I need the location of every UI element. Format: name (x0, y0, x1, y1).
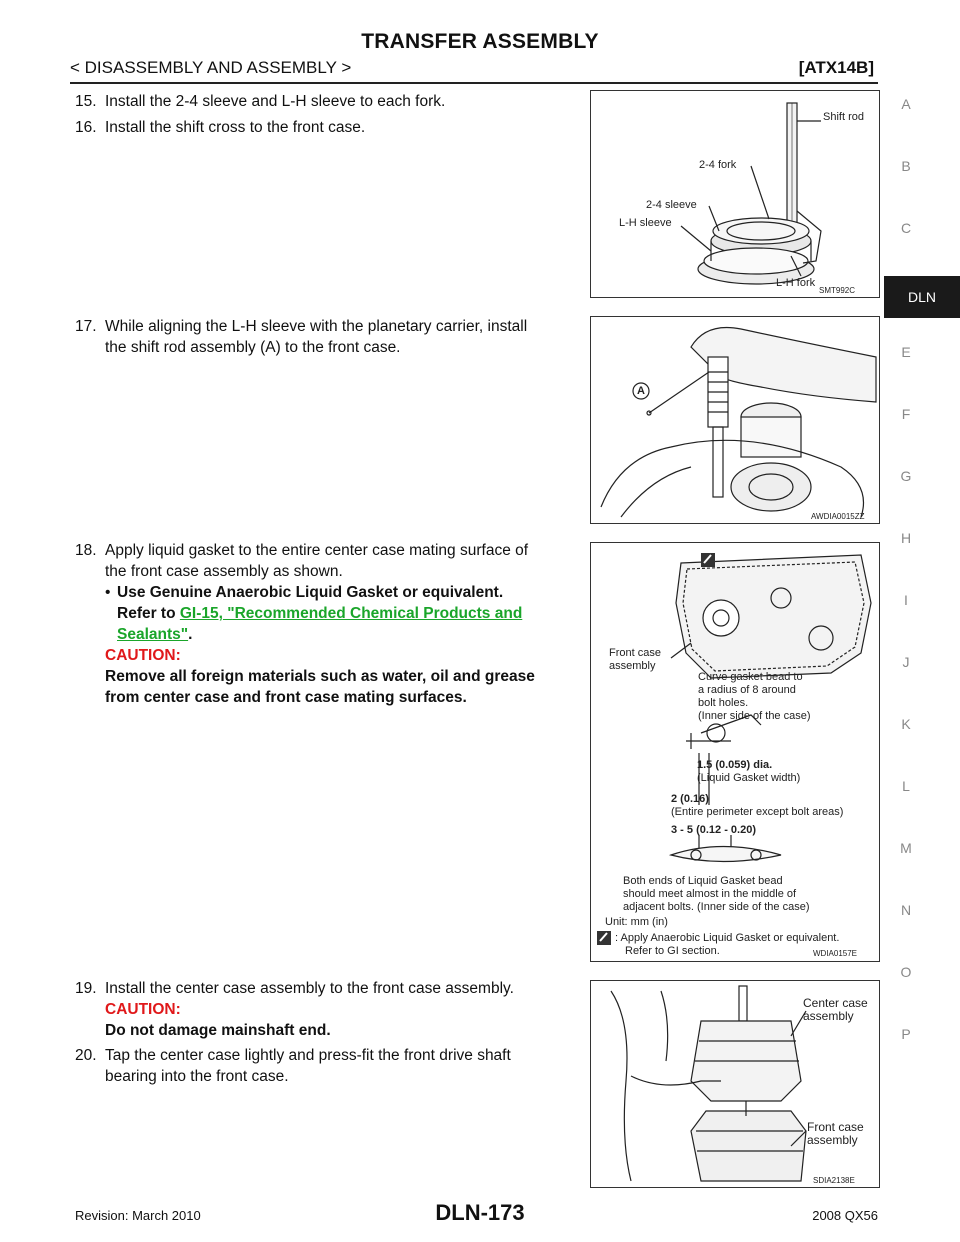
index-tab-k[interactable]: K (901, 716, 911, 732)
figure-shift-forks (590, 90, 880, 298)
index-tab-g[interactable]: G (900, 468, 912, 484)
label-2-4-fork: 2-4 fork (699, 159, 737, 171)
index-tab-dln-active[interactable]: DLN (884, 276, 960, 318)
label-front-case: Front case assembly (609, 647, 661, 672)
index-tab-e[interactable]: E (901, 344, 911, 360)
label-center-case: Center case assembly (803, 996, 868, 1023)
index-tab-b[interactable]: B (901, 158, 911, 174)
step-18-bullet: • Use Genuine Anaerobic Liquid Gasket or equivalent. Refer to GI-15, "Recommended Chemical Products and Sealants". (105, 584, 523, 643)
caution-label: CAUTION: (105, 647, 181, 664)
model-code: [ATX14B] (798, 58, 874, 77)
index-tab-l[interactable]: L (902, 778, 910, 794)
index-tab-c[interactable]: C (900, 220, 912, 236)
step-19: 19. Install the center case assembly to the front case assembly. CAUTION: Do not damage mainshaft end. (75, 978, 580, 1041)
label-dia-sub: (Liquid Gasket width) (697, 772, 801, 784)
bullet-dot: • (105, 584, 111, 601)
figure-code: AWDIA0015ZZ (811, 512, 865, 521)
label-2-4-sleeve: 2-4 sleeve (646, 199, 697, 211)
footer-revision: Revision: March 2010 (75, 1208, 201, 1223)
step-18: 18. Apply liquid gasket to the entire center case mating surface of the front case assembly as shown. • Use Genuine Anaerobic Liquid Gasket or equivalent. Refer to GI-15, "Recommended Chemical Products and Sealants". CAUTION: Remove all foreign materials such as water, oil and grease from center case and front case mating surfaces. (75, 540, 580, 708)
figure-code: SMT992C (819, 286, 856, 295)
index-tab-o[interactable]: O (900, 964, 912, 980)
label-dia: 1.5 (0.059) dia. (697, 759, 773, 771)
figure-code: WDIA0157E (813, 949, 858, 958)
label-refer: Refer to GI section. (625, 945, 720, 957)
index-tab-j[interactable]: J (902, 654, 910, 670)
caution-label-19: CAUTION: (105, 1001, 181, 1018)
breadcrumb: < DISASSEMBLY AND ASSEMBLY > (70, 58, 352, 77)
figure-liquid-gasket (590, 542, 880, 962)
link-gi-15-cont[interactable]: Sealants" (117, 626, 189, 643)
index-tab-f[interactable]: F (901, 406, 911, 422)
label-range: 3 - 5 (0.12 - 0.20) (671, 824, 756, 836)
step-17: 17. While aligning the L-H sleeve with the planetary carrier, install the shift rod assembly (A) to the front case. (75, 318, 528, 356)
label-apply: : Apply Anaerobic Liquid Gasket or equivalent. (615, 932, 840, 944)
label-lh-fork: L-H fork (776, 277, 816, 289)
link-gi-15[interactable]: GI-15, "Recommended Chemical Products and (179, 605, 523, 622)
label-curve: Curve gasket bead to a radius of 8 around bolt holes. (Inner side of the case) (698, 671, 811, 722)
index-tab-i[interactable]: I (904, 592, 908, 608)
index-tab-a[interactable]: A (901, 96, 911, 112)
step-20: 20. Tap the center case lightly and press-fit the front drive shaft bearing into the front case. (75, 1047, 511, 1085)
figure-shift-rod-install (590, 316, 880, 524)
label-shift-rod: Shift rod (823, 111, 864, 123)
shift-rod-illustration (591, 317, 879, 523)
label-front-case-assy: Front case assembly (807, 1120, 864, 1147)
label-a: A (637, 385, 645, 397)
label-both-ends: Both ends of Liquid Gasket bead should meet almost in the middle of adjacent bolts. (Inner side of the case) (623, 875, 810, 913)
header-rule (70, 82, 878, 84)
index-tab-p[interactable]: P (901, 1026, 911, 1042)
index-tab-h[interactable]: H (900, 530, 912, 546)
index-tab-n[interactable]: N (900, 902, 912, 918)
footer-model: 2008 QX56 (812, 1208, 878, 1223)
page-title: TRANSFER ASSEMBLY (361, 30, 599, 53)
figure-code: SDIA2138E (813, 1176, 855, 1185)
label-lh-sleeve: L-H sleeve (619, 217, 672, 229)
section-index (884, 84, 960, 1214)
step-16: 16. Install the shift cross to the front case. (75, 119, 366, 136)
index-tab-m[interactable]: M (900, 840, 912, 856)
step-15: 15. Install the 2-4 sleeve and L-H sleeve to each fork. (75, 93, 446, 110)
page-number: DLN-173 (435, 1200, 525, 1225)
label-two: 2 (0.16) (671, 793, 709, 805)
figure-center-case (590, 980, 880, 1188)
label-two-sub: (Entire perimeter except bolt areas) (671, 806, 844, 818)
label-unit: Unit: mm (in) (605, 916, 668, 928)
